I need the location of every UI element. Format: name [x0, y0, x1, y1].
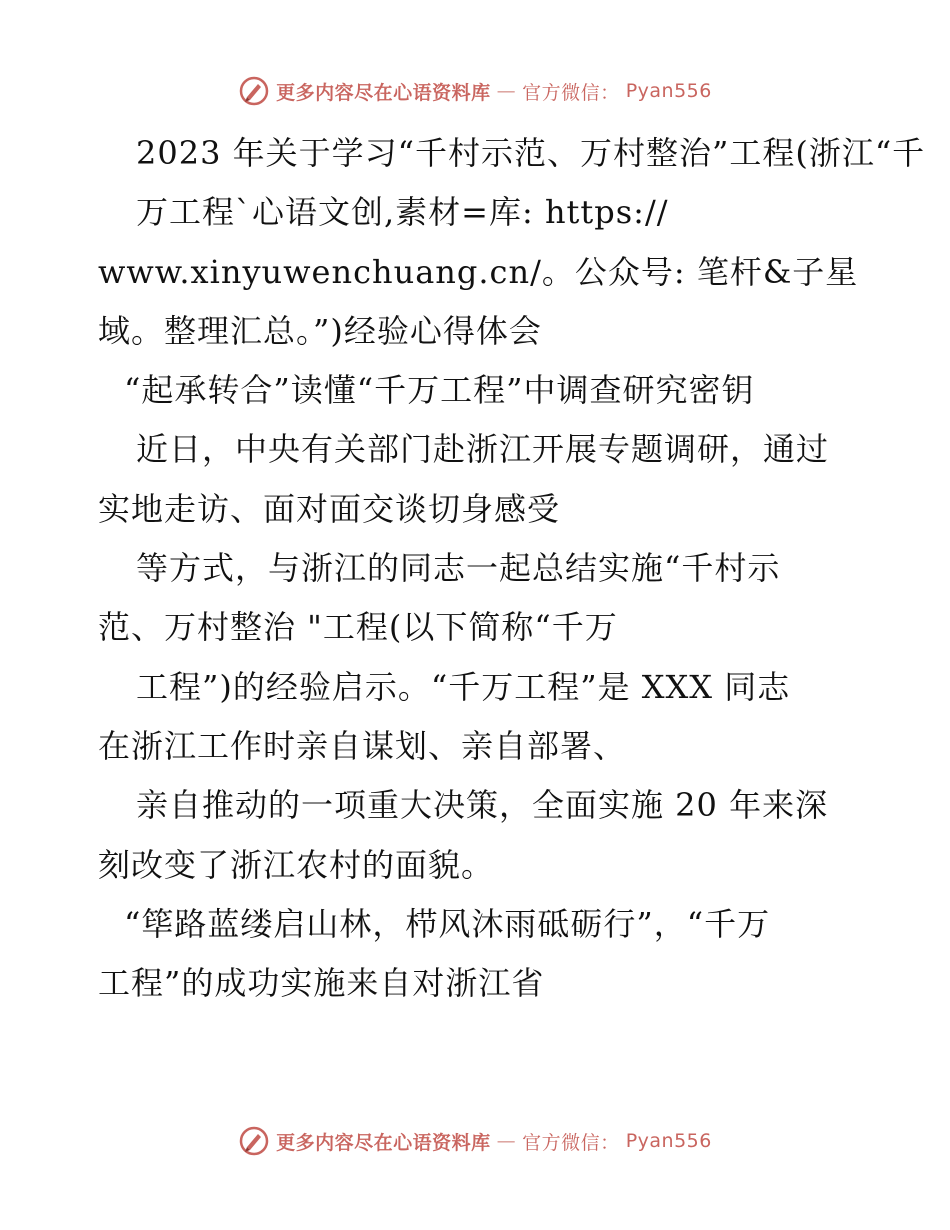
header-banner	[0, 74, 950, 108]
paragraph-line: 范、万村整治 "工程(以下简称“千万	[98, 608, 618, 647]
title-line-3: www.xinyuwenchuang.cn/。公众号: 笔杆&子星	[98, 252, 859, 291]
title-line-2: 万工程`心语文创,素材=库: https://	[136, 193, 669, 232]
header-separator: —	[496, 80, 517, 102]
paragraph-line: 在浙江工作时亲自谋划、亲自部署、	[98, 726, 627, 765]
pen-logo-icon	[238, 75, 270, 107]
footer-banner	[0, 1124, 950, 1158]
document-body	[98, 124, 926, 1013]
header-wechat-label: 官方微信：	[522, 81, 620, 104]
paragraph-line: “筚路蓝缕启山林，栉风沐雨砥砺行”，“千万	[124, 904, 771, 943]
footer-wechat-label: 官方微信：	[522, 1131, 620, 1154]
paragraph-line: 等方式，与浙江的同志一起总结实施“千村示	[136, 549, 781, 588]
paragraph-line: 工程”)的经验启示。“千万工程”是 XXX 同志	[136, 667, 791, 706]
paragraph-line: 亲自推动的一项重大决策，全面实施 20 年来深	[136, 786, 829, 825]
pen-logo-icon	[238, 1125, 270, 1157]
subtitle-line: “起承转合”读懂“千万工程”中调查研究密钥	[124, 371, 755, 410]
header-wechat-handle: Pyan556	[625, 80, 712, 102]
title-line-4: 域。整理汇总。”)经验心得体会	[98, 311, 542, 350]
header-site-name: 更多内容尽在心语资料库	[276, 81, 491, 104]
paragraph-line: 工程”的成功实施来自对浙江省	[98, 964, 545, 1003]
paragraph-line: 实地走访、面对面交谈切身感受	[98, 489, 561, 528]
footer-site-name: 更多内容尽在心语资料库	[276, 1131, 491, 1154]
footer-wechat-handle: Pyan556	[625, 1130, 712, 1152]
title-line-1: 2023 年关于学习“千村示范、万村整治”工程(浙江“千	[136, 134, 926, 172]
paragraph-line: 近日，中央有关部门赴浙江开展专题调研，通过	[136, 430, 830, 469]
footer-separator: —	[496, 1130, 517, 1152]
paragraph-line: 刻改变了浙江农村的面貌。	[98, 845, 495, 884]
